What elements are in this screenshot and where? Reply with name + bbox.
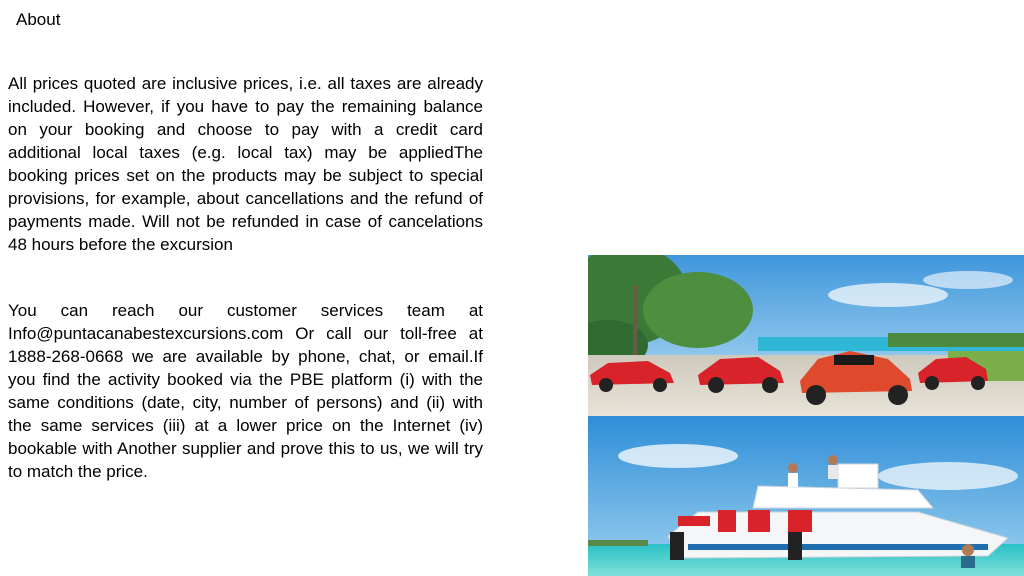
page-heading: About [16, 10, 61, 29]
contact-paragraph: You can reach our customer services team at Info@puntacanabestexcursions.com Or call our toll-free at 1888-268-0668 we are available by phone, chat, or email.If you find the activity booked via the PBE platform (i) with the same conditions (date, city, number of persons) and (ii) with the same services (iii) at a lower price on the Internet (iv) bookable with Another supplier and prove this to us, we will try to match the price. [8, 301, 483, 481]
slingshot-tour-photo [588, 255, 1024, 416]
prices-paragraph: All prices quoted are inclusive prices, i.e. all taxes are already included. However, if you have to pay the remaining balance on your booking and choose to pay with a credit card additional local taxes (e.g. local tax) may be appliedThe booking prices set on the products may be subject to special provisions, for example, about cancellations and the refund of payments made. Will not be refunded in case of cancelations 48 hours before the excursion [8, 74, 483, 254]
catamaran-tour-photo [588, 416, 1024, 576]
